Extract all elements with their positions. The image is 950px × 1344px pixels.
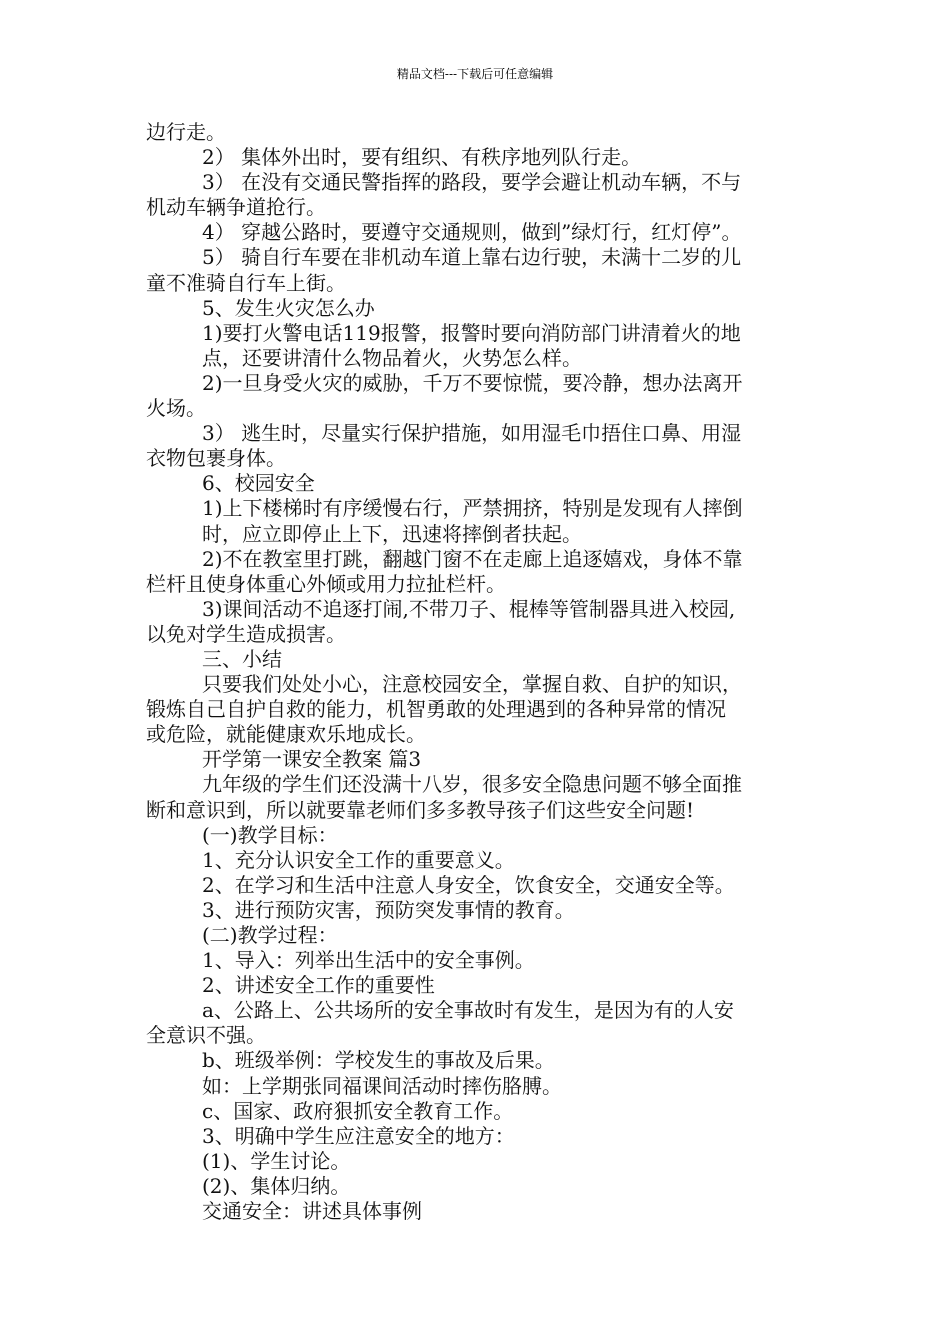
text-line: 或危险，就能健康欢乐地成长。 (146, 722, 426, 747)
text-line: 3、明确中学生应注意安全的地方： (202, 1123, 515, 1148)
text-line: 栏杆且使身体重心外倾或用力拉扯栏杆。 (146, 571, 506, 596)
text-line: 1)要打火警电话119报警，报警时要向消防部门讲清着火的地 (202, 320, 741, 345)
text-line: 火场。 (146, 396, 206, 421)
text-line: 断和意识到，所以就要靠老师们多多教导孩子们这些安全问题! (146, 797, 695, 822)
text-line: 2)不在教室里打跳，翻越门窗不在走廊上追逐嬉戏，身体不靠 (202, 546, 743, 571)
text-line: 3、进行预防灾害，预防突发事情的教育。 (202, 897, 575, 922)
text-line: 3） 在没有交通民警指挥的路段，要学会避让机动车辆，不与 (202, 170, 742, 195)
text-line: 5、发生火灾怎么办 (202, 295, 375, 320)
text-line: 以免对学生造成损害。 (146, 621, 346, 646)
text-line: a、公路上、公共场所的安全事故时有发生，是因为有的人安 (202, 998, 734, 1023)
text-line: 边行走。 (146, 120, 226, 144)
page-header: 精品文档---下载后可任意编辑 (396, 67, 554, 81)
text-line: 1、充分认识安全工作的重要意义。 (202, 847, 515, 872)
document-body (146, 120, 812, 1224)
text-line: 3)课间活动不追逐打闹,不带刀子、棍棒等管制器具进入校园, (202, 596, 736, 621)
text-line: (二)教学过程： (202, 923, 338, 947)
text-line: 全意识不强。 (146, 1023, 266, 1048)
text-line: (1)、学生讨论。 (202, 1148, 351, 1173)
text-line: 3） 逃生时，尽量实行保护措施，如用湿毛巾捂住口鼻、用湿 (202, 421, 742, 446)
text-line: 童不准骑自行车上街。 (146, 270, 346, 295)
text-line: (一)教学目标： (202, 822, 338, 847)
text-line: c、国家、政府狠抓安全教育工作。 (202, 1098, 514, 1123)
text-line: 交通安全：讲述具体事例 (202, 1199, 422, 1224)
text-line: 九年级的学生们还没满十八岁，很多安全隐患问题不够全面推 (202, 772, 742, 797)
text-line: 三、小结 (202, 646, 282, 671)
text-line: 1、导入：列举出生活中的安全事例。 (202, 948, 535, 973)
text-line: 如：上学期张同福课间活动时摔伤胳膊。 (202, 1073, 562, 1098)
text-line: (2)、集体归纳。 (202, 1173, 351, 1198)
text-line: 1)上下楼梯时有序缓慢右行，严禁拥挤，特别是发现有人摔倒 (202, 496, 743, 521)
text-line: 6、校园安全 (202, 471, 315, 496)
text-line: 点，还要讲清什么物品着火，火势怎么样。 (202, 345, 582, 370)
text-line: 4） 穿越公路时，要遵守交通规则，做到”绿灯行，红灯停”。 (202, 220, 742, 245)
text-line: b、班级举例：学校发生的事故及后果。 (202, 1048, 555, 1073)
text-line: 衣物包裹身体。 (146, 446, 286, 471)
text-line: 只要我们处处小心，注意校园安全，掌握自救、自护的知识， (202, 672, 742, 697)
text-line: 时，应立即停止上下，迅速将摔倒者扶起。 (202, 521, 582, 546)
text-line: 机动车辆争道抢行。 (146, 195, 326, 220)
text-line: 2） 集体外出时，要有组织、有秩序地列队行走。 (202, 145, 642, 170)
text-line: 开学第一课安全教案 篇3 (202, 747, 422, 772)
text-line: 2、在学习和生活中注意人身安全，饮食安全，交通安全等。 (202, 872, 735, 897)
text-line: 2)一旦身受火灾的威胁，千万不要惊慌，要冷静，想办法离开 (202, 370, 743, 395)
text-line: 锻炼自己自护自救的能力，机智勇敢的处理遇到的各种异常的情况 (146, 697, 726, 722)
text-line: 5） 骑自行车要在非机动车道上靠右边行驶，未满十二岁的儿 (202, 245, 742, 270)
text-line: 2、讲述安全工作的重要性 (202, 973, 435, 998)
